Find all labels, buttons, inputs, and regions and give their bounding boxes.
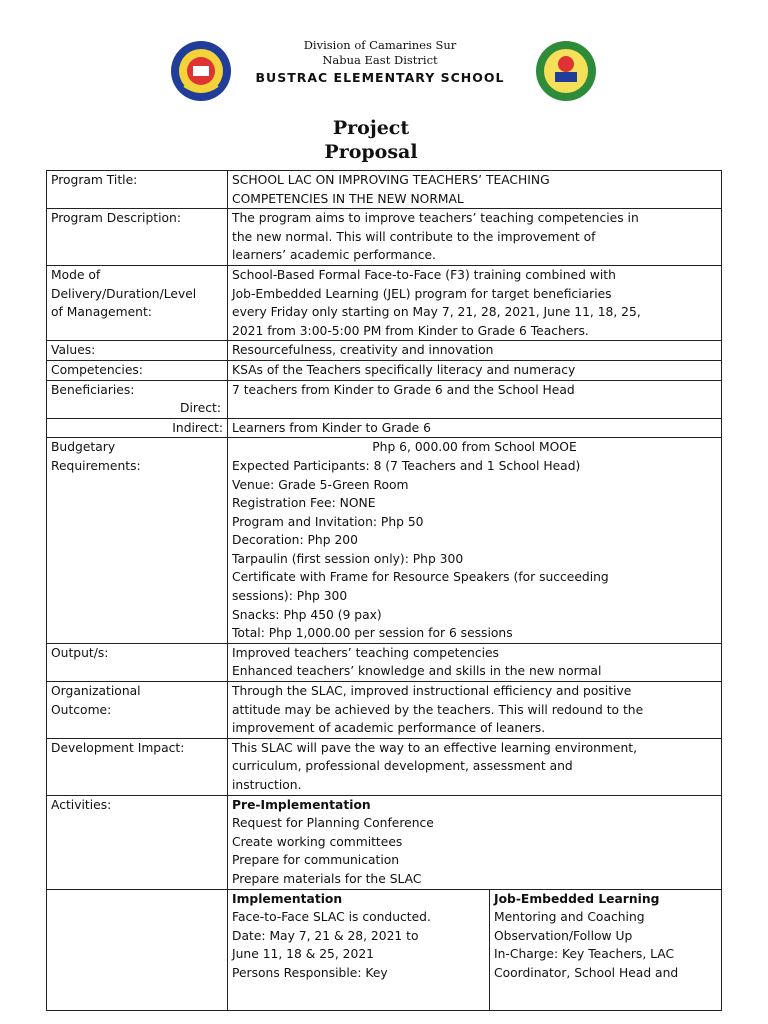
activities-empty-cell bbox=[47, 889, 228, 1010]
row-dev-impact bbox=[47, 738, 722, 795]
school-seal-logo bbox=[535, 40, 597, 102]
district-name: Nabua East District bbox=[322, 53, 438, 67]
budget-value: Php 6, 000.00 from School MOOE Expected Participants: 8 (7 Teachers and 1 School Head) Venue: Grade 5-Green Room Registration Fee: NONE Program and Invitation: Php 50 Decoration: Php 200 Tarpaulin (first session only): Php 300 Certificate with Frame for Resource Speakers (for succeeding sessions): Php 300 Snacks: Php 450 (9 pax) Total: Php 1,000.00 per session for 6 sessions bbox=[228, 438, 722, 644]
values-value: Resourcefulness, creativity and innovation bbox=[228, 341, 722, 361]
competencies-label: Competencies: bbox=[47, 360, 228, 380]
indirect-label: Indirect: bbox=[47, 418, 228, 438]
program-title-label: Program Title: bbox=[47, 171, 228, 209]
school-name: BUSTRAC ELEMENTARY SCHOOL bbox=[255, 70, 505, 85]
title-line-2: Proposal bbox=[324, 141, 418, 163]
mode-label: Mode of Delivery/Duration/Level of Management: bbox=[47, 265, 228, 340]
dev-impact-label: Development Impact: bbox=[47, 738, 228, 795]
job-embedded-learning-heading: Job-Embedded Learning bbox=[494, 891, 660, 906]
row-budget bbox=[47, 438, 722, 644]
beneficiaries-value: 7 teachers from Kinder to Grade 6 and the School Head bbox=[228, 380, 722, 418]
row-output bbox=[47, 643, 722, 681]
org-outcome-value: Through the SLAC, improved instructional efficiency and positive attitude may be achieved by the teachers. This will redound to the improvement of academic performance of leaners. bbox=[228, 682, 722, 739]
row-mode bbox=[47, 265, 722, 340]
row-competencies bbox=[47, 360, 722, 380]
activities-label: Activities: bbox=[47, 795, 228, 889]
indirect-value: Learners from Kinder to Grade 6 bbox=[228, 418, 722, 438]
beneficiaries-label: Beneficiaries: Direct: bbox=[47, 380, 228, 418]
district-seal-logo bbox=[170, 40, 232, 102]
output-value: Improved teachers’ teaching competencies Enhanced teachers’ knowledge and skills in the new normal bbox=[228, 643, 722, 681]
implementation-split-cell bbox=[228, 889, 722, 1010]
values-label: Values: bbox=[47, 341, 228, 361]
output-label: Output/s: bbox=[47, 643, 228, 681]
row-program-description bbox=[47, 209, 722, 266]
document-title bbox=[0, 116, 742, 164]
dev-impact-value: This SLAC will pave the way to an effective learning environment, curriculum, professional development, assessment and instruction. bbox=[228, 738, 722, 795]
row-values bbox=[47, 341, 722, 361]
row-activities-split bbox=[47, 889, 722, 1010]
proposal-table bbox=[46, 170, 722, 1011]
document-header bbox=[0, 38, 768, 108]
pre-implementation-cell: Pre-Implementation Request for Planning Conference Create working committees Prepare for communication Prepare materials for the SLAC bbox=[228, 795, 722, 889]
row-org-outcome bbox=[47, 682, 722, 739]
budget-label: Budgetary Requirements: bbox=[47, 438, 228, 644]
program-description-label: Program Description: bbox=[47, 209, 228, 266]
job-embedded-learning-cell: Job-Embedded Learning Mentoring and Coaching Observation/Follow Up In-Charge: Key Teachers, LAC Coordinator, School Head and bbox=[490, 890, 721, 1010]
row-beneficiaries bbox=[47, 380, 722, 418]
mode-value: School-Based Formal Face-to-Face (F3) training combined with Job-Embedded Learning (JEL) program for target beneficiaries every Friday only starting on May 7, 21, 28, 2021, June 11, 18, 25, 2021 from 3:00-5:00 PM from Kinder to Grade 6 Teachers. bbox=[228, 265, 722, 340]
direct-label: Direct: bbox=[180, 401, 221, 416]
org-outcome-label: Organizational Outcome: bbox=[47, 682, 228, 739]
row-indirect bbox=[47, 418, 722, 438]
pre-implementation-heading: Pre-Implementation bbox=[232, 797, 371, 812]
program-description-value: The program aims to improve teachers’ teaching competencies in the new normal. This will contribute to the improvement of learners’ academic performance. bbox=[228, 209, 722, 266]
division-name: Division of Camarines Sur bbox=[303, 38, 457, 52]
implementation-cell: Implementation Face-to-Face SLAC is conducted. Date: May 7, 21 & 28, 2021 to June 11, 18 & 25, 2021 Persons Responsible: Key bbox=[228, 890, 490, 1010]
row-program-title bbox=[47, 171, 722, 209]
title-line-1: Project bbox=[332, 117, 410, 139]
competencies-value: KSAs of the Teachers specifically literacy and numeracy bbox=[228, 360, 722, 380]
implementation-heading: Implementation bbox=[232, 891, 343, 906]
row-activities bbox=[47, 795, 722, 889]
program-title-value: SCHOOL LAC ON IMPROVING TEACHERS’ TEACHING COMPETENCIES IN THE NEW NORMAL bbox=[228, 171, 722, 209]
